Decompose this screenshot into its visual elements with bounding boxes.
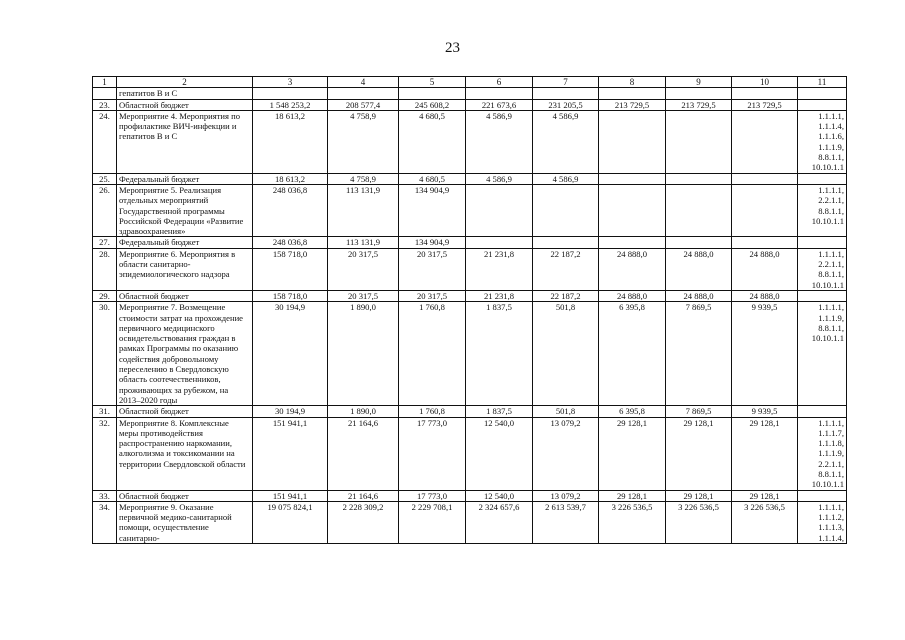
value-cell: 20 317,5 [399,290,466,301]
value-cell: 113 131,9 [328,237,399,248]
target-codes: 1.1.1.1, 2.2.1.1, 8.8.1.1, 10.10.1.1 [798,184,847,236]
value-cell: 1 890,0 [328,302,399,406]
target-codes [798,237,847,248]
row-name: Мероприятие 5. Реализация отдельных мероприятий Государственной программы Российской Федерации «Развитие здравоохранения» [117,184,253,236]
row-name: Областной бюджет [117,99,253,110]
value-cell: 24 888,0 [599,248,666,290]
value-cell: 501,8 [533,406,599,417]
value-cell: 213 729,5 [666,99,732,110]
row-name: Федеральный бюджет [117,173,253,184]
value-cell: 158 718,0 [253,248,328,290]
value-cell: 21 231,8 [466,248,533,290]
target-codes: 1.1.1.1, 1.1.1.2, 1.1.1.3, 1.1.1.4, [798,501,847,543]
value-cell: 29 128,1 [599,490,666,501]
value-cell: 13 079,2 [533,417,599,490]
value-cell: 245 608,2 [399,99,466,110]
value-cell: 22 187,2 [533,248,599,290]
table-row [93,173,847,184]
column-header: 4 [328,77,399,88]
value-cell: 4 680,5 [399,110,466,173]
value-cell [599,88,666,99]
value-cell [599,173,666,184]
value-cell: 4 680,5 [399,173,466,184]
value-cell [666,173,732,184]
value-cell: 18 613,2 [253,173,328,184]
table-row [93,490,847,501]
value-cell: 24 888,0 [599,290,666,301]
table-row [93,88,847,99]
value-cell [599,184,666,236]
column-header: 10 [732,77,798,88]
value-cell: 29 128,1 [666,417,732,490]
value-cell: 213 729,5 [599,99,666,110]
budget-table [92,76,847,544]
value-cell: 24 888,0 [732,248,798,290]
value-cell: 17 773,0 [399,490,466,501]
column-header: 7 [533,77,599,88]
value-cell: 2 228 309,2 [328,501,399,543]
row-number: 33. [93,490,117,501]
target-codes: 1.1.1.1, 1.1.1.7, 1.1.1.8, 1.1.1.9, 2.2.1.1, 8.8.1.1, 10.10.1.1 [798,417,847,490]
value-cell: 4 758,9 [328,173,399,184]
table-row [93,302,847,406]
value-cell: 21 164,6 [328,490,399,501]
target-codes [798,490,847,501]
value-cell [666,237,732,248]
column-header: 1 [93,77,117,88]
target-codes [798,88,847,99]
value-cell: 134 904,9 [399,237,466,248]
row-number: 32. [93,417,117,490]
value-cell [399,88,466,99]
row-name: Областной бюджет [117,290,253,301]
value-cell: 4 586,9 [533,173,599,184]
row-name: Мероприятие 4. Мероприятия по профилактике ВИЧ-инфекции и гепатитов В и С [117,110,253,173]
value-cell: 151 941,1 [253,417,328,490]
value-cell: 24 888,0 [732,290,798,301]
value-cell: 20 317,5 [328,248,399,290]
value-cell: 29 128,1 [599,417,666,490]
table-row [93,501,847,543]
value-cell [328,88,399,99]
value-cell: 213 729,5 [732,99,798,110]
column-header: 8 [599,77,666,88]
value-cell: 231 205,5 [533,99,599,110]
value-cell [533,88,599,99]
value-cell [732,88,798,99]
value-cell: 3 226 536,5 [732,501,798,543]
value-cell: 17 773,0 [399,417,466,490]
value-cell: 22 187,2 [533,290,599,301]
target-codes [798,173,847,184]
value-cell: 2 324 657,6 [466,501,533,543]
target-codes [798,406,847,417]
table-header-row [93,77,847,88]
table-row [93,184,847,236]
row-name: Областной бюджет [117,406,253,417]
value-cell: 158 718,0 [253,290,328,301]
value-cell [253,88,328,99]
value-cell [466,237,533,248]
value-cell: 1 890,0 [328,406,399,417]
value-cell [732,237,798,248]
value-cell: 7 869,5 [666,302,732,406]
value-cell: 113 131,9 [328,184,399,236]
value-cell [599,110,666,173]
value-cell: 2 613 539,7 [533,501,599,543]
row-name: Федеральный бюджет [117,237,253,248]
value-cell: 248 036,8 [253,237,328,248]
value-cell: 134 904,9 [399,184,466,236]
table-row [93,290,847,301]
column-header: 9 [666,77,732,88]
table-row [93,110,847,173]
value-cell [666,184,732,236]
value-cell: 151 941,1 [253,490,328,501]
value-cell: 20 317,5 [328,290,399,301]
value-cell [732,173,798,184]
value-cell: 221 673,6 [466,99,533,110]
value-cell: 7 869,5 [666,406,732,417]
column-header: 6 [466,77,533,88]
row-number: 31. [93,406,117,417]
table-row [93,406,847,417]
value-cell [732,110,798,173]
table-row [93,417,847,490]
value-cell: 24 888,0 [666,248,732,290]
row-name: гепатитов В и С [117,88,253,99]
value-cell: 30 194,9 [253,302,328,406]
value-cell [466,184,533,236]
table-row [93,237,847,248]
value-cell: 1 760,8 [399,302,466,406]
value-cell: 4 586,9 [466,173,533,184]
row-number: 25. [93,173,117,184]
row-number: 29. [93,290,117,301]
value-cell: 3 226 536,5 [599,501,666,543]
page-number: 23 [445,40,460,56]
value-cell: 1 837,5 [466,406,533,417]
table-row [93,99,847,110]
row-number: 27. [93,237,117,248]
column-header: 5 [399,77,466,88]
value-cell: 12 540,0 [466,417,533,490]
table-row [93,248,847,290]
value-cell [466,88,533,99]
row-number [93,88,117,99]
value-cell: 19 075 824,1 [253,501,328,543]
column-header: 11 [798,77,847,88]
value-cell: 24 888,0 [666,290,732,301]
column-header: 2 [117,77,253,88]
value-cell [666,88,732,99]
value-cell: 29 128,1 [732,490,798,501]
row-name: Мероприятие 6. Мероприятия в области санитарно-эпидемиологического надзора [117,248,253,290]
value-cell: 208 577,4 [328,99,399,110]
value-cell: 21 231,8 [466,290,533,301]
value-cell: 29 128,1 [732,417,798,490]
column-header: 3 [253,77,328,88]
value-cell: 1 548 253,2 [253,99,328,110]
value-cell: 1 760,8 [399,406,466,417]
value-cell [732,184,798,236]
row-name: Мероприятие 8. Комплексные меры противодействия распространению наркомании, алкоголизма и токсикомании на территории Свердловской области [117,417,253,490]
row-number: 28. [93,248,117,290]
value-cell: 9 939,5 [732,406,798,417]
value-cell: 4 586,9 [466,110,533,173]
value-cell: 4 586,9 [533,110,599,173]
value-cell: 6 395,8 [599,302,666,406]
value-cell: 1 837,5 [466,302,533,406]
value-cell [666,110,732,173]
value-cell: 3 226 536,5 [666,501,732,543]
target-codes [798,290,847,301]
target-codes: 1.1.1.1, 1.1.1.9, 8.8.1.1, 10.10.1.1 [798,302,847,406]
value-cell: 4 758,9 [328,110,399,173]
value-cell: 9 939,5 [732,302,798,406]
value-cell [533,237,599,248]
target-codes: 1.1.1.1, 2.2.1.1, 8.8.1.1, 10.10.1.1 [798,248,847,290]
row-number: 24. [93,110,117,173]
value-cell: 6 395,8 [599,406,666,417]
row-number: 30. [93,302,117,406]
value-cell [533,184,599,236]
row-number: 26. [93,184,117,236]
target-codes: 1.1.1.1, 1.1.1.4, 1.1.1.6, 1.1.1.9, 8.8.1.1, 10.10.1.1 [798,110,847,173]
value-cell: 20 317,5 [399,248,466,290]
value-cell [599,237,666,248]
value-cell: 12 540,0 [466,490,533,501]
row-name: Мероприятие 7. Возмещение стоимости затрат на прохождение первичного медицинского освидетельствования граждан в рамках Программы по оказанию содействия добровольному переселению в Свердловскую область соотечественников, проживающих за рубежом, на 2013–2020 годы [117,302,253,406]
row-number: 34. [93,501,117,543]
value-cell: 248 036,8 [253,184,328,236]
value-cell: 13 079,2 [533,490,599,501]
row-number: 23. [93,99,117,110]
row-name: Областной бюджет [117,490,253,501]
target-codes [798,99,847,110]
value-cell: 2 229 708,1 [399,501,466,543]
value-cell: 30 194,9 [253,406,328,417]
value-cell: 21 164,6 [328,417,399,490]
value-cell: 18 613,2 [253,110,328,173]
row-name: Мероприятие 9. Оказание первичной медико-санитарной помощи, осуществление санитарно- [117,501,253,543]
value-cell: 501,8 [533,302,599,406]
value-cell: 29 128,1 [666,490,732,501]
